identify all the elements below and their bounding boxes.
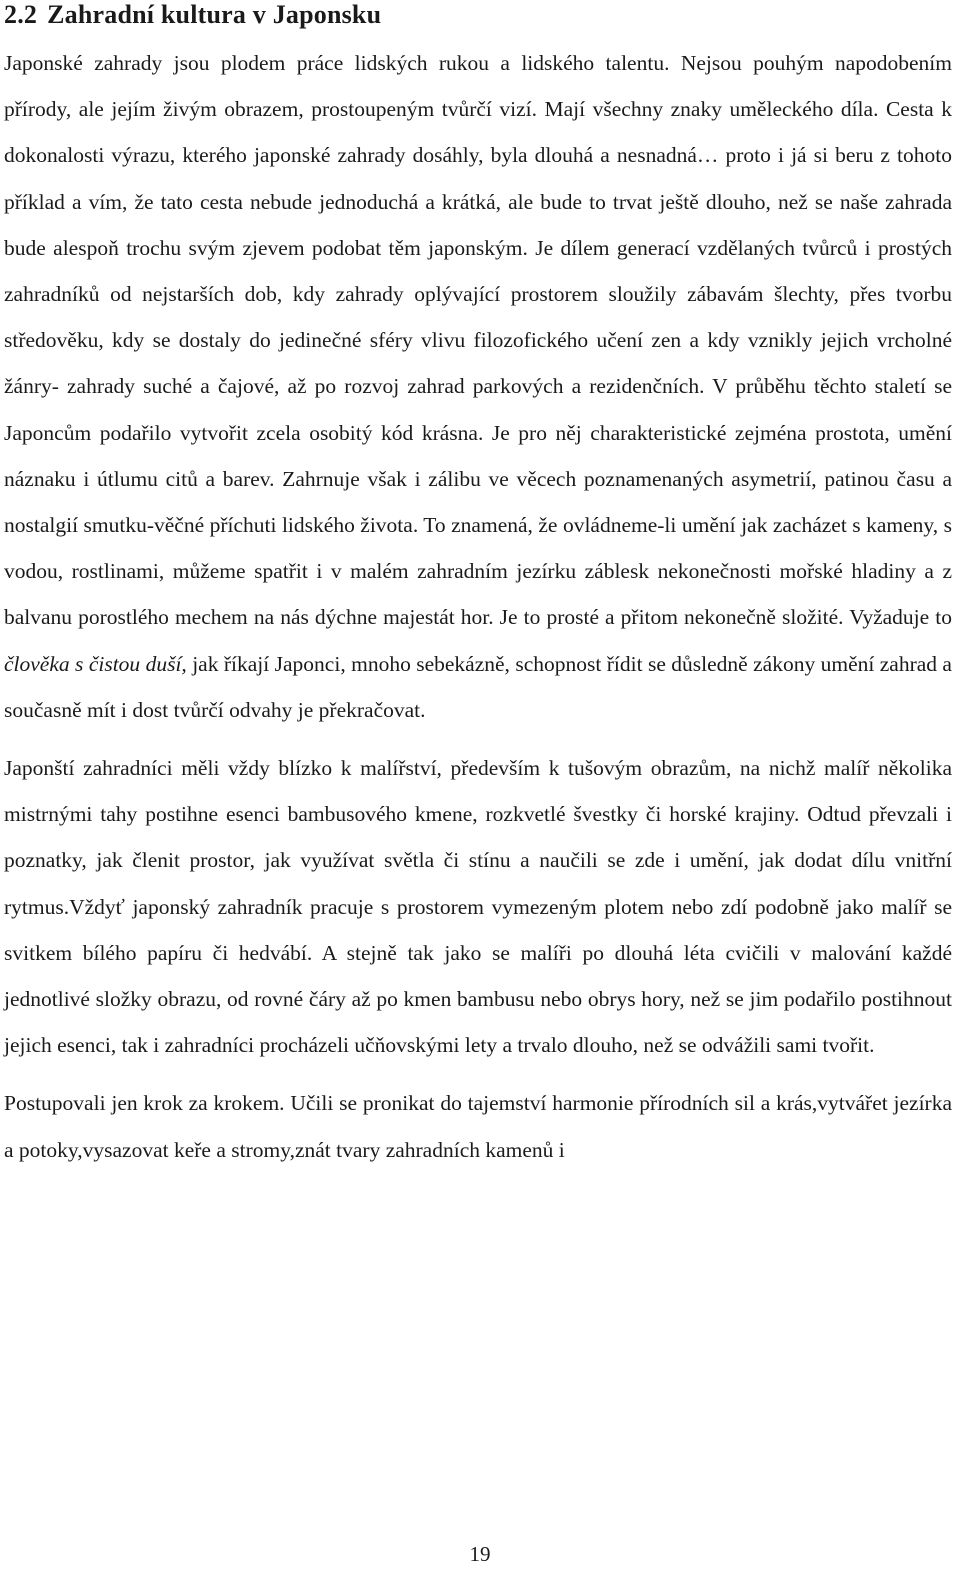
- paragraph-1-emphasis: člověka s čistou duší,: [4, 651, 187, 676]
- section-title: Zahradní kultura v Japonsku: [47, 0, 382, 29]
- page-number: 19: [469, 1542, 491, 1566]
- paragraph-3: Postupovali jen krok za krokem. Učili se pronikat do tajemství harmonie přírodních sil a krás,vytvářet jezírka a potoky,vysazovat keře a stromy,znát tvary zahradních kamenů i: [4, 1091, 952, 1162]
- paragraph-1-text: Japonské zahrady jsou plodem práce lidských rukou a lidského talentu. Nejsou pouhým napodobením přírody, ale jejím živým obrazem, prostoupeným tvůrčí vizí. Mají všechny znaky uměleckého díla. Cesta k dokonalosti výrazu, kterého japonské zahrady dosáhly, byla dlouhá a nesnadná… proto i já si beru z tohoto příklad a vím, že tato cesta nebude jednoduchá a krátká, ale bude to trvat ještě dlouho, než se naše zahrada bude alespoň trochu svým zjevem podobat těm japonským. Je dílem generací vzdělaných tvůrců i prostých zahradníků od nejstarších dob, kdy zahrady oplývající prostorem sloužily zábavám šlechty, přes tvorbu středověku, kdy se dostaly do jedinečné sféry vlivu filozofického učení zen a kdy vznikly jejich vrcholné žánry- zahrady suché a čajové, až po rozvoj zahrad parkových a rezidenčních. V průběhu těchto staletí se Japoncům podařilo vytvořit zcela osobitý kód krásna. Je pro něj charakteristické zejména prostota, umění náznaku i útlumu citů a barev. Zahrnuje však i zálibu ve věcech poznamenaných asymetrií, patinou času a nostalgií smutku-věčné příchuti lidského života. To znamená, že ovládneme-li umění jak zacházet s kameny, s vodou, rostlinami, můžeme spatřit i v malém zahradním jezírku záblesk nekonečnosti mořské hladiny a z balvanu porostlého mechem na nás dýchne majestát hor. Je to prosté a přitom nekonečně složité. Vyžaduje to: [4, 51, 952, 630]
- section-number: 2.2: [4, 0, 38, 29]
- document-page: [4, 0, 952, 1173]
- paragraph-1: [4, 40, 952, 733]
- paragraph-1-text-end: jak říkají Japonci, mnoho sebekázně, schopnost řídit se důsledně zákony umění zahrad a současně mít i dost tvůrčí odvahy je překračovat.: [4, 651, 952, 722]
- paragraph-2: Japonští zahradníci měli vždy blízko k malířství, především k tušovým obrazům, na nichž malíř několika mistrnými tahy postihne esenci bambusového kmene, rozkvetlé švestky či horské krajiny. Odtud převzali i poznatky, jak členit prostor, jak využívat světla či stínu a naučili se zde i umění, jak dodat dílu vnitřní rytmus.Vždyť japonský zahradník pracuje s prostorem vymezeným plotem nebo zdí podobně jako malíř se svitkem bílého papíru či hedvábí. A stejně tak jako se malíři po dlouhá léta cvičili v malování každé jednotlivé složky obrazu, od rovné čáry až po kmen bambusu nebo obrys hory, než se jim podařilo postihnout jejich esenci, tak i zahradníci procházeli učňovskými lety a trvalo dlouho, než se odvážili sami tvořit.: [4, 756, 952, 1058]
- section-heading: [4, 0, 952, 30]
